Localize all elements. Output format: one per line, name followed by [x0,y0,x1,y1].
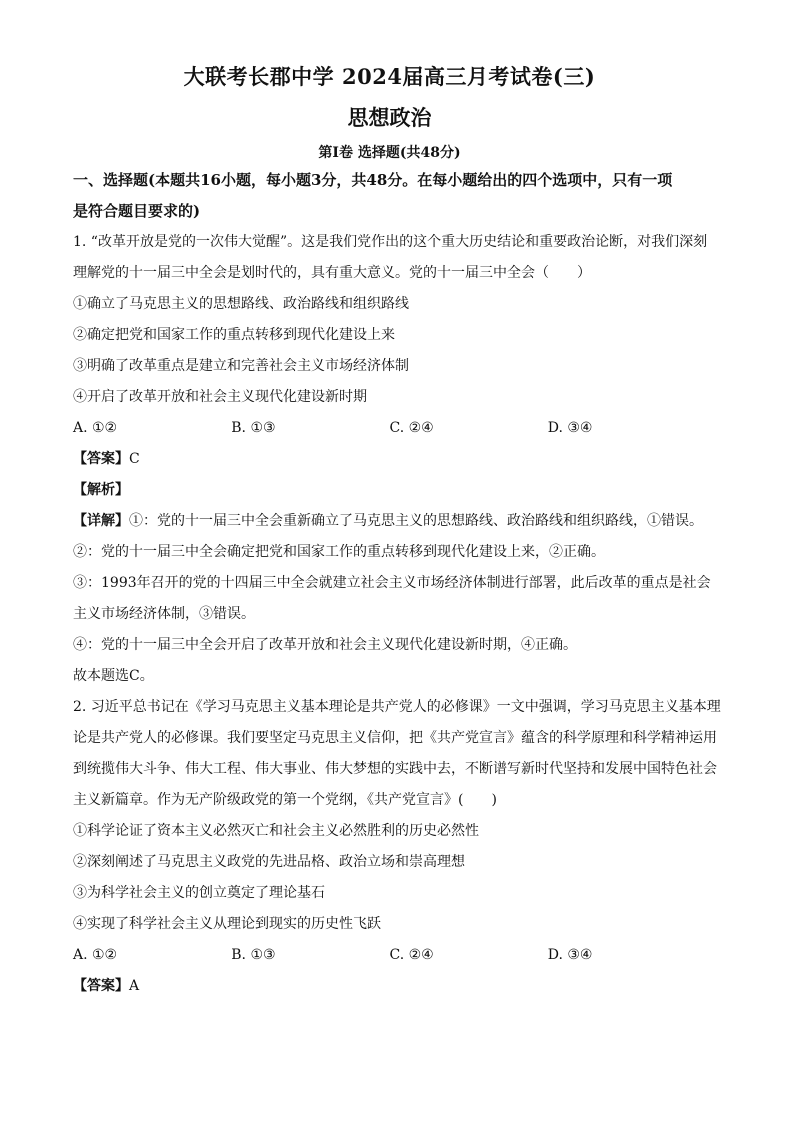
q2-option-c: C. ②④ [389,947,434,963]
exam-subject: 思想政治 [347,105,432,130]
q1-detail-6: 故本题选C。 [73,668,154,684]
q1-statement-3: ③明确了改革重点是建立和完善社会主义市场经济体制 [73,358,409,374]
q1-statement-4: ④开启了改革开放和社会主义现代化建设新时期 [73,389,367,405]
exam-title: 大联考长郡中学 2024届高三月考试卷(三) [183,64,596,89]
q1-answer [73,444,706,475]
q1-detail-3: ③：1993年召开的党的十四届三中全会就建立社会主义市场经济体制进行部署，此后改革的重点是社会 [73,575,711,591]
q2-statement-3: ③为科学社会主义的创立奠定了理论基石 [73,885,325,901]
q2-answer-value: A [129,978,140,994]
q1-option-d: D. ③④ [547,420,593,436]
q1-statement-1: ①确立了马克思主义的思想路线、政治路线和组织路线 [73,296,409,312]
q1-detail-4: 主义市场经济体制，③错误。 [73,606,255,622]
q1-detail-5: ④：党的十一届三中全会开启了改革开放和社会主义现代化建设新时期，④正确。 [73,637,577,653]
q1-analysis [73,475,706,506]
q1-stem-line1: 1. “改革开放是党的一次伟大觉醒”。这是我们党作出的这个重大历史结论和重要政治论断，对我们深刻 [73,234,708,250]
q1-stem-line2: 理解党的十一届三中全会是划时代的，具有重大意义。党的十一届三中全会（ ） [73,265,591,281]
question-2 [73,692,721,1002]
q2-stem-line4: 主义新篇章。作为无产阶级政党的第一个党纲，《共产党宣言》( ) [73,792,497,808]
section-instructions-line2: 是符合题目要求的) [73,202,201,220]
part-heading: 第Ⅰ卷 选择题(共48分) [318,145,461,161]
q2-stem-line3: 到统揽伟大斗争、伟大工程、伟大事业、伟大梦想的实践中去，不断谱写新时代坚持和发展中国特色社会 [73,761,717,777]
q2-option-a: A. ①② [73,947,118,963]
q2-answer-label: 【答案】 [73,978,129,994]
q1-detail-label: 【详解】 [73,513,129,529]
q2-option-d: D. ③④ [547,947,593,963]
q2-statement-4: ④实现了科学社会主义从理论到现实的历史性飞跃 [73,916,381,932]
q1-detail-text-1: ①：党的十一届三中全会重新确立了马克思主义的思想路线、政治路线和组织路线，①错误。 [129,513,703,529]
q1-option-c: C. ②④ [389,420,434,436]
q1-options [73,413,706,444]
q1-statement-2: ②确定把党和国家工作的重点转移到现代化建设上来 [73,327,395,343]
q2-stem-line1: 2. 习近平总书记在《学习马克思主义基本理论是共产党人的必修课》一文中强调，学习马克思主义基本理 [73,699,721,715]
q2-answer [73,971,706,1002]
q2-options [73,940,706,971]
section-instructions-line1: 一、选择题(本题共16小题，每小题3分，共48分。在每小题给出的四个选项中，只有一项 [73,171,673,189]
q2-option-b: B. ①③ [231,947,276,963]
q1-detail-1 [73,506,706,537]
q2-statement-2: ②深刻阐述了马克思主义政党的先进品格、政治立场和崇高理想 [73,854,465,870]
q1-option-b: B. ①③ [231,420,276,436]
q1-analysis-label: 【解析】 [73,482,129,498]
q1-answer-value: C [129,451,140,467]
q2-statement-1: ①科学论证了资本主义必然灭亡和社会主义必然胜利的历史必然性 [73,823,479,839]
q1-answer-label: 【答案】 [73,451,129,467]
q1-option-a: A. ①② [73,420,118,436]
q1-detail-2: ②：党的十一届三中全会确定把党和国家工作的重点转移到现代化建设上来，②正确。 [73,544,605,560]
q2-stem-line2: 论是共产党人的必修课。我们要坚定马克思主义信仰，把《共产党宣言》蕴含的科学原理和科学精神运用 [73,730,717,746]
question-1 [73,227,711,692]
